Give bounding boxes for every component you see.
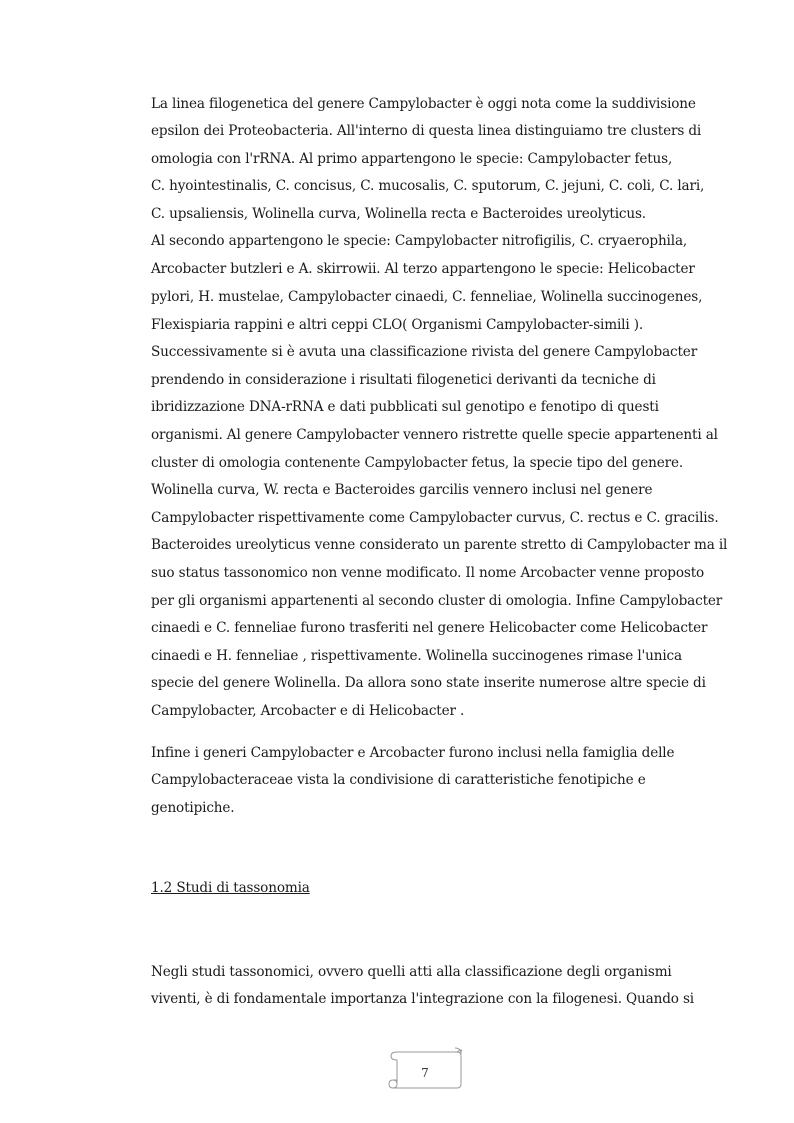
page-number: 7 [421,1066,429,1080]
text-line: organismi. Al genere Campylobacter vennero ristrette quelle specie appartenenti al [151,427,718,443]
text-line: Al secondo appartengono le specie: Campylobacter nitrofigilis, C. cryaerophila, [151,233,688,249]
text-line: Wolinella curva, W. recta e Bacteroides garcilis vennero inclusi nel genere [151,482,653,498]
text-line: genotipiche. [151,800,235,816]
text-line: Arcobacter butzleri e A. skirrowii. Al terzo appartengono le specie: Helicobacter [151,261,695,277]
text-line: Campylobacteraceae vista la condivisione di caratteristiche fenotipiche e [151,772,646,788]
text-line: La linea filogenetica del genere Campylobacter è oggi nota come la suddivisione [151,96,696,112]
text-line: ibridizzazione DNA-rRNA e dati pubblicati sul genotipo e fenotipo di questi [151,399,659,415]
text-line: pylori, H. mustelae, Campylobacter cinaedi, C. fenneliae, Wolinella succinogenes, [151,289,703,305]
text-line: suo status tassonomico non venne modificato. Il nome Arcobacter venne proposto [151,565,705,581]
text-line: Flexispiaria rappini e altri ceppi CLO( Organismi Campylobacter-simili ). [151,317,644,333]
text-line: viventi, è di fondamentale importanza l'integrazione con la filogenesi. Quando si [151,991,694,1007]
text-line: cinaedi e H. fenneliae , rispettivamente. Wolinella succinogenes rimase l'unica [151,648,682,664]
text-line: Successivamente si è avuta una classificazione rivista del genere Campylobacter [151,344,698,360]
text-line: C. hyointestinalis, C. concisus, C. mucosalis, C. sputorum, C. jejuni, C. coli, C. lari, [151,178,705,194]
text-line: per gli organismi appartenenti al secondo cluster di omologia. Infine Campylobacter [151,593,723,609]
text-line: Negli studi tassonomici, ovvero quelli atti alla classificazione degli organismi [151,964,672,980]
text-line: specie del genere Wolinella. Da allora sono state inserite numerose altre specie di [151,675,706,691]
text-line: C. upsaliensis, Wolinella curva, Wolinella recta e Bacteroides ureolyticus. [151,206,646,222]
text-line: Infine i generi Campylobacter e Arcobacter furono inclusi nella famiglia delle [151,745,675,761]
text-line: epsilon dei Proteobacteria. All'interno di questa linea distinguiamo tre clusters di [151,123,702,139]
text-line: prendendo in considerazione i risultati filogenetici derivanti da tecniche di [151,372,656,388]
text-line: Campylobacter rispettivamente come Campylobacter curvus, C. rectus e C. gracilis. [151,510,719,526]
text-line: omologia con l'rRNA. Al primo appartengono le specie: Campylobacter fetus, [151,151,673,167]
text-line: cinaedi e C. fenneliae furono trasferiti nel genere Helicobacter come Helicobacter [151,620,708,636]
text-line: Bacteroides ureolyticus venne considerato un parente stretto di Campylobacter ma il [151,537,728,553]
section-heading: 1.2 Studi di tassonomia [151,880,310,896]
text-line: Campylobacter, Arcobacter e di Helicobacter . [151,703,465,719]
text-line: cluster di omologia contenente Campylobacter fetus, la specie tipo del genere. [151,455,684,471]
page-number-scroll [385,1046,465,1092]
